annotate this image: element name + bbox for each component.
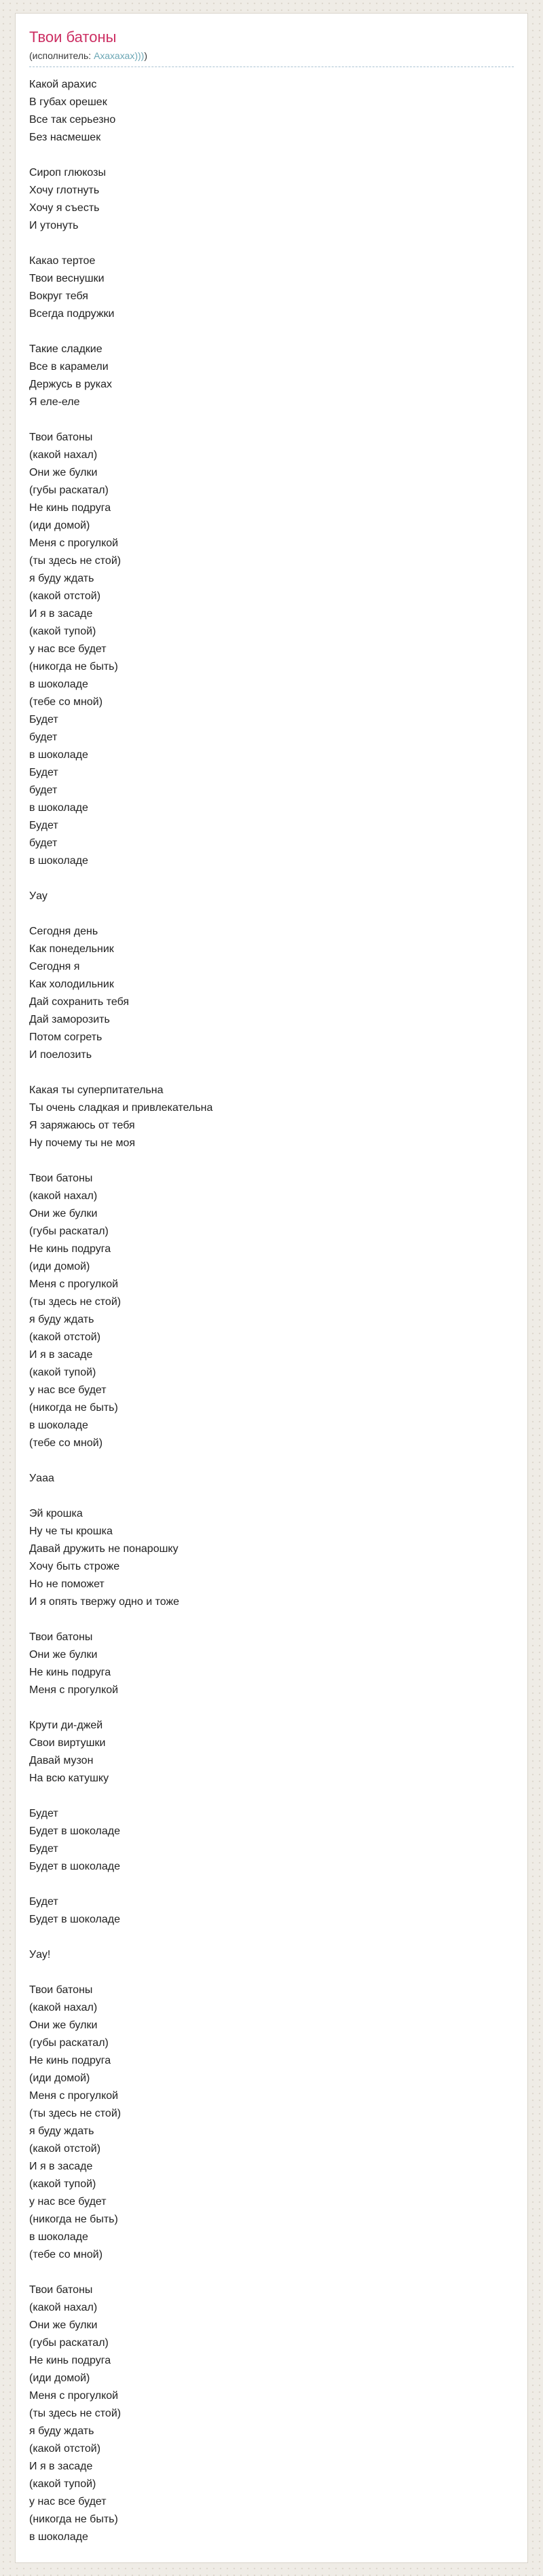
lyrics-stanza: Сироп глюкозы Хочу глотнуть Хочу я съесть И утонуть [29,167,106,231]
lyrics-text [29,76,514,2546]
artist-link[interactable]: Ахахахах))) [94,50,145,61]
lyrics-stanza: Крути ди-джей Свои виртушки Давай музон На всю катушку [29,1720,109,1784]
lyrics-stanza: Твои батоны (какой нахал) Они же булки (губы раскатал) Не кинь подруга (иди домой) Меня с прогулкой (ты здесь не стой) я буду ждать (какой отстой) И я в засаде (какой тупой) у нас все будет (никогда не быть) в шоколаде (тебе со мной) [29,1173,121,1449]
lyrics-stanza: Твои батоны (какой нахал) Они же булки (губы раскатал) Не кинь подруга (иди домой) Меня с прогулкой (ты здесь не стой) я буду ждать (какой отстой) И я в засаде (какой тупой) у нас все будет (никогда не быть) в шоколаде (тебе со мной) Будет будет в шоколаде Будет будет в шоколаде Будет будет в шоколаде [29,432,121,867]
artist-prefix-label: (исполнитель: [29,50,94,61]
lyrics-stanza: Уааа [29,1473,54,1484]
lyrics-stanza: Какая ты суперпитательна Ты очень сладкая и привлекательна Я заряжаюсь от тебя Ну почему ты не моя [29,1084,213,1149]
lyrics-stanza: Будет Будет в шоколаде Будет Будет в шоколаде [29,1808,120,1872]
lyrics-stanza: Эй крошка Ну че ты крошка Давай дружить не понарошку Хочу быть строже Но не поможет И я опять твержу одно и тоже [29,1508,180,1608]
lyrics-stanza: Такие сладкие Все в карамели Держусь в руках Я еле-еле [29,343,113,408]
lyrics-stanza: Уау [29,890,48,902]
lyrics-stanza: Твои батоны (какой нахал) Они же булки (губы раскатал) Не кинь подруга (иди домой) Меня с прогулкой (ты здесь не стой) я буду ждать (какой отстой) И я в засаде (какой тупой) у нас все будет (никогда не быть) в шоколаде (тебе со мной) [29,1984,121,2260]
lyrics-stanza: Твои батоны (какой нахал) Они же булки (губы раскатал) Не кинь подруга (иди домой) Меня с прогулкой (ты здесь не стой) я буду ждать (какой отстой) И я в засаде (какой тупой) у нас все будет (никогда не быть) в шоколаде [29,2284,121,2543]
artist-line [29,50,514,62]
lyrics-stanza: Какой арахис В губах орешек Все так серьезно Без насмешек [29,79,116,143]
song-title: Твои батоны [29,29,117,45]
lyrics-stanza: Уау! [29,1949,51,1961]
lyrics-panel [15,13,528,2563]
artist-suffix-label: ) [144,50,147,61]
lyrics-stanza: Будет Будет в шоколаде [29,1896,120,1925]
lyrics-stanza: Сегодня день Как понедельник Сегодня я Как холодильник Дай сохранить тебя Дай заморозить Потом согреть И поелозить [29,926,130,1061]
lyrics-stanza: Твои батоны Они же булки Не кинь подруга Меня с прогулкой [29,1631,119,1696]
lyrics-stanza: Какао тертое Твои веснушки Вокруг тебя Всегда подружки [29,255,115,320]
